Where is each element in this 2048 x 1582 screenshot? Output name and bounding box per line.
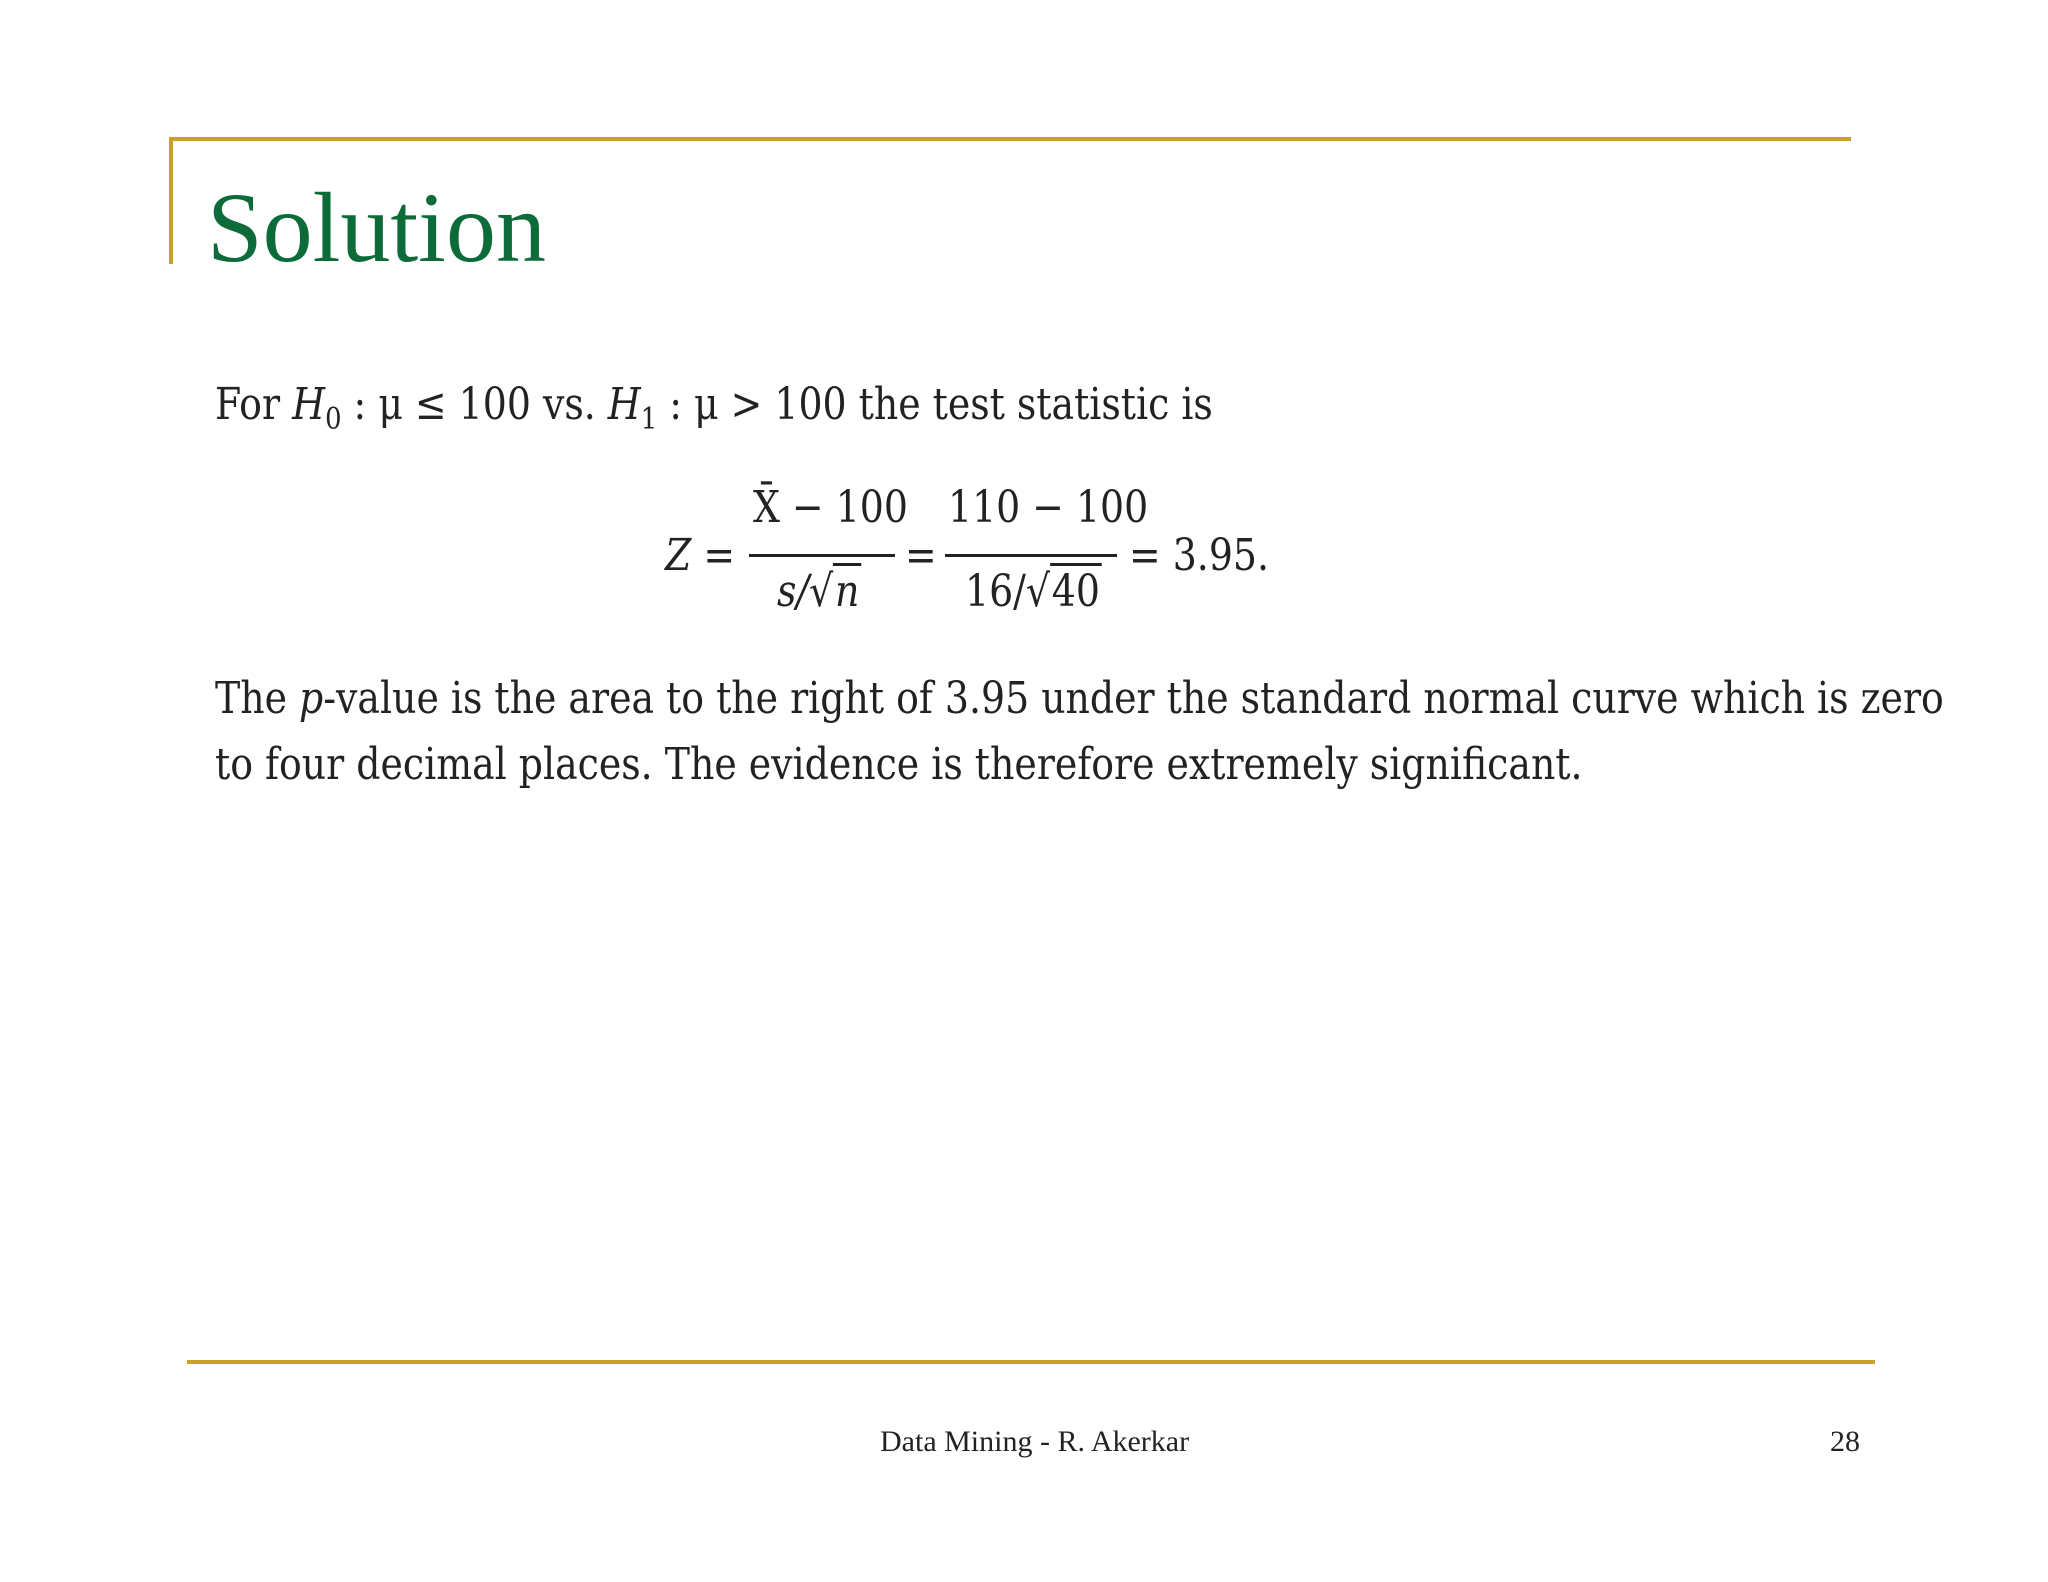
fraction1-den-n: n [833, 563, 861, 617]
h0-condition: : μ ≤ 100 vs. [341, 379, 608, 430]
h0-subscript: 0 [325, 402, 342, 437]
fraction2-numerator: 110 − 100 [948, 482, 1149, 533]
formula-result: = 3.95. [1129, 530, 1270, 581]
footer-title: Data Mining - R. Akerkar [880, 1425, 1190, 1458]
p-value-paragraph-line2: to four decimal places. The evidence is therefore extremely significant. [215, 739, 1583, 790]
left-accent-rule [169, 137, 173, 264]
fraction2-den-b: 40 [1050, 563, 1102, 617]
page-number: 28 [1830, 1425, 1860, 1458]
fraction1-den-s: s/ [777, 566, 810, 617]
sqrt-symbol: √ [809, 566, 834, 617]
formula-equals: = [905, 530, 937, 581]
top-accent-rule [169, 137, 1851, 141]
para1-post: -value is the area to the right of 3.95 under the standard normal curve which is zero [323, 673, 1944, 724]
sqrt-symbol: √ [1025, 566, 1051, 617]
bottom-accent-rule [187, 1360, 1875, 1364]
fraction1-denominator [777, 566, 861, 617]
h1-symbol: H [607, 379, 641, 430]
fraction2-denominator [965, 566, 1102, 617]
p-value-paragraph-line1 [215, 666, 1944, 732]
h1-subscript: 1 [640, 402, 658, 437]
para1-pre: The [215, 673, 300, 724]
hypothesis-statement [215, 375, 1213, 435]
h0-symbol: H [292, 379, 326, 430]
fraction2-bar [945, 554, 1117, 557]
fraction1-numerator: X̄ − 100 [753, 482, 908, 533]
fraction1-bar [749, 554, 895, 557]
fraction2-den-a: 16/ [965, 566, 1026, 617]
for-word: For [215, 379, 281, 430]
formula-lhs: Z = [665, 530, 736, 581]
para1-p: p [299, 673, 324, 724]
slide-title: Solution [207, 172, 546, 283]
h1-condition: : μ > 100 the test statistic is [657, 379, 1213, 430]
